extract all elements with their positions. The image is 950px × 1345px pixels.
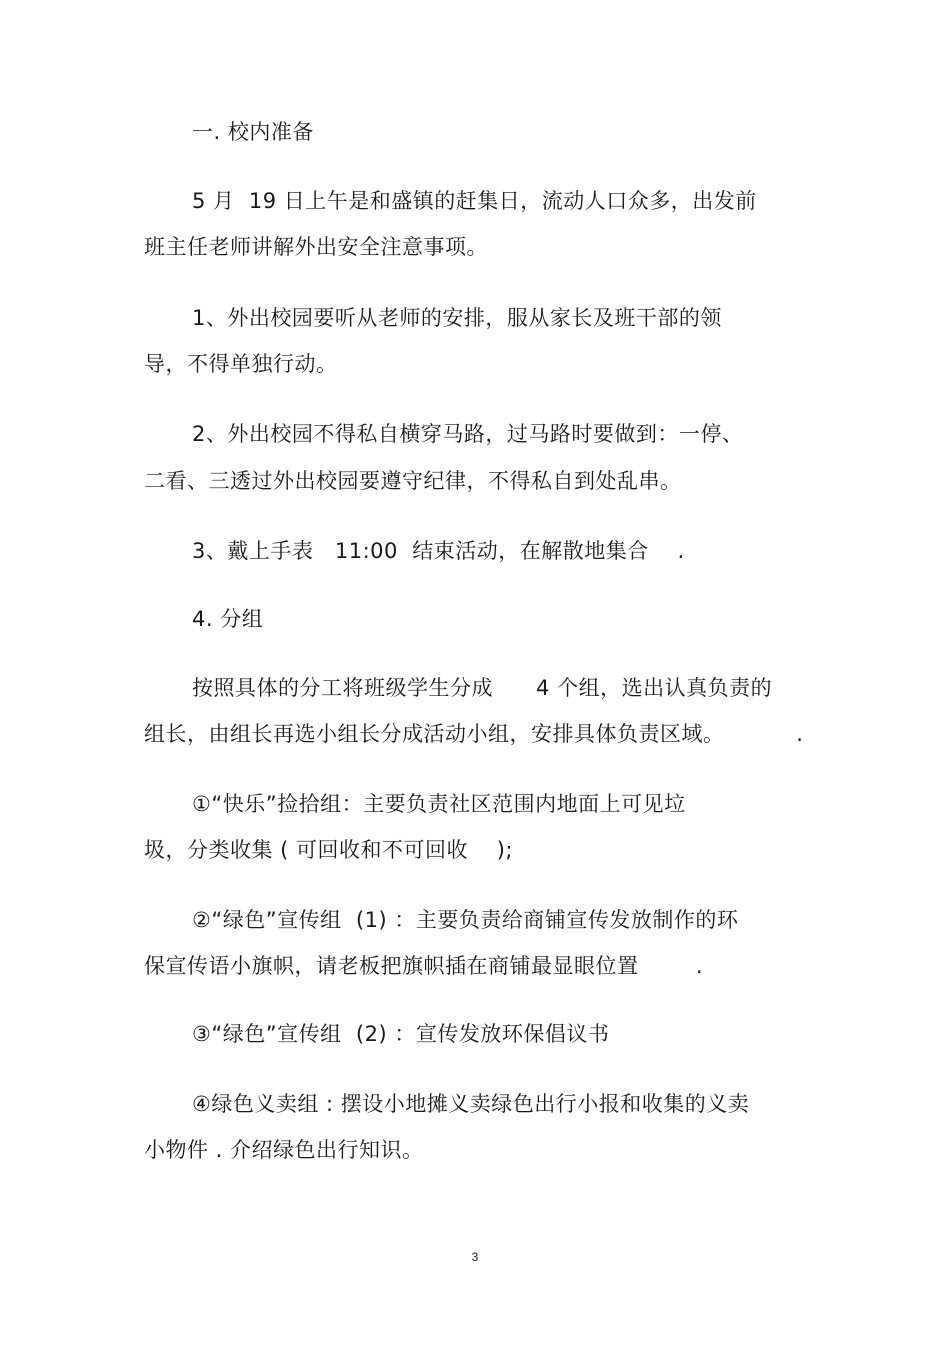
- paragraph-line: 班主任老师讲解外出安全注意事项。: [144, 235, 488, 259]
- list-item-1-line: 导，不得单独行动。: [144, 352, 338, 376]
- paragraph-line: 5 月 19 日上午是和盛镇的赶集日，流动人口众多，出发前: [192, 189, 757, 213]
- group-item-2-line: ②“绿色”宣传组 (1) ：主要负责给商铺宣传发放制作的环: [192, 908, 739, 932]
- section-heading-grouping: 4. 分组: [192, 607, 264, 631]
- list-item-3-line: 3、戴上手表 11:00 结束活动，在解散地集合 .: [192, 539, 685, 563]
- group-item-1-line: ①“快乐”捡拾组：主要负责社区范围内地面上可见垃: [192, 792, 686, 816]
- group-item-1-line: 圾，分类收集 ( 可回收和不可回收 );: [144, 838, 514, 862]
- list-item-1-line: 1、外出校园要听从老师的安排，服从家长及班干部的领: [192, 306, 722, 330]
- group-item-2-line: 保宣传语小旗帜，请老板把旗帜插在商铺最显眼位置 .: [144, 954, 704, 978]
- page-number: 3: [471, 1250, 479, 1264]
- paragraph-line: 按照具体的分工将班级学生分成 4 个组，选出认真负责的: [192, 676, 773, 700]
- group-item-3-line: ③“绿色”宣传组 (2) ：宣传发放环保倡议书: [192, 1022, 610, 1046]
- group-item-4-line: ④绿色义卖组 : 摆设小地摊义卖绿色出行小报和收集的义卖: [192, 1092, 750, 1116]
- paragraph-line: 组长，由组长再选小组长分成活动小组，安排具体负责区域。 .: [144, 722, 804, 746]
- list-item-2-line: 2、外出校园不得私自横穿马路，过马路时要做到：一停、: [192, 422, 744, 446]
- list-item-2-line: 二看、三透过外出校园要遵守纪律，不得私自到处乱串。: [144, 469, 682, 493]
- section-heading-school-prep: 一. 校内准备: [192, 120, 314, 144]
- group-item-4-line: 小物件 . 介绍绿色出行知识。: [144, 1138, 424, 1162]
